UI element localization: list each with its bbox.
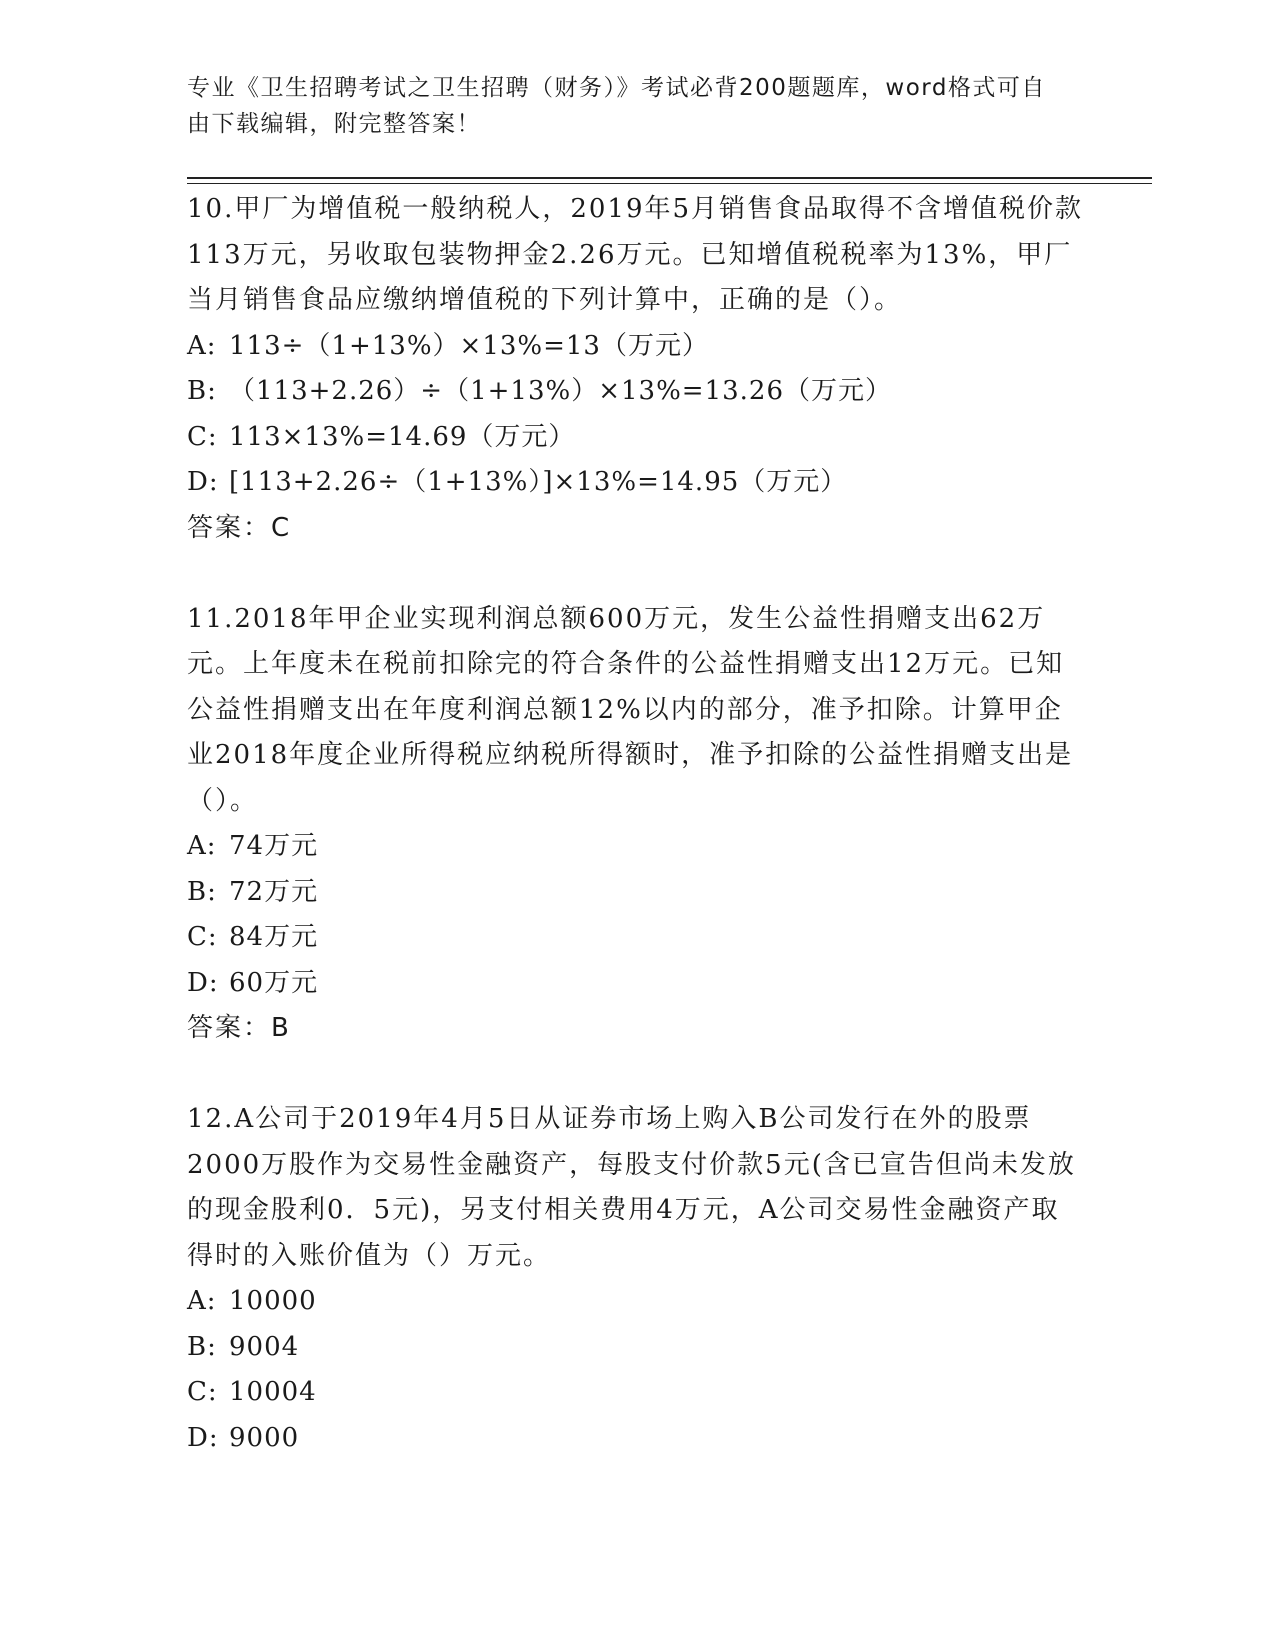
question-stem: 11.2018年甲企业实现利润总额600万元，发生公益性捐赠支出62万元。上年度未在税前扣除完的符合条件的公益性捐赠支出12万元。已知公益性捐赠支出在年度利润总额12%以内的部分，准予扣除。计算甲企业2018年度企业所得税应纳税所得额时，准予扣除的公益性捐赠支出是（）。 [187, 603, 1074, 816]
option-text: [113+2.26÷（1+13%）]×13%=14.95（万元） [229, 467, 848, 497]
option-letter: B: [187, 876, 217, 907]
document-header [187, 70, 1067, 142]
option-text: 84万元 [229, 922, 319, 952]
question-10 [187, 187, 1087, 551]
spacer [187, 551, 1087, 597]
header-divider-thick [187, 177, 1152, 179]
option-letter: B: [187, 1331, 217, 1362]
option-text: 9004 [229, 1331, 300, 1362]
option-b [187, 369, 1087, 415]
question-stem: 10.甲厂为增值税一般纳税人，2019年5月销售食品取得不含增值税价款113万元，另收取包装物押金2.26万元。已知增值税税率为13%，甲厂当月销售食品应缴纳增值税的下列计算中，正确的是（）。 [187, 194, 1084, 315]
option-c [187, 915, 1087, 961]
option-letter: A: [187, 330, 217, 361]
option-text: 113×13%=14.69（万元） [229, 421, 576, 452]
option-c [187, 1370, 1087, 1416]
option-text: 113÷（1+13%）×13%=13（万元） [229, 330, 709, 361]
option-d [187, 961, 1087, 1007]
option-letter: C: [187, 421, 218, 452]
option-letter: A: [187, 1286, 217, 1316]
question-list [187, 187, 1087, 1461]
option-d [187, 460, 1087, 506]
option-a [187, 324, 1087, 370]
header-line-1: 专业《卫生招聘考试之卫生招聘（财务）》考试必背200题题库，word格式可自 [187, 75, 1046, 101]
question-11 [187, 597, 1087, 1052]
option-text: 10004 [229, 1377, 317, 1407]
option-b [187, 870, 1087, 916]
option-letter: D: [187, 467, 219, 497]
answer-line: 答案：B [187, 1013, 291, 1043]
answer-line: 答案：C [187, 512, 292, 543]
option-letter: C: [187, 1377, 218, 1407]
option-text: （113+2.26）÷（1+13%）×13%=13.26（万元） [229, 376, 892, 406]
option-letter: D: [187, 1422, 219, 1453]
option-letter: C: [187, 922, 218, 952]
option-letter: A: [187, 831, 217, 861]
question-stem: 12.A公司于2019年4月5日从证券市场上购入B公司发行在外的股票2000万股作为交易性金融资产，每股支付价款5元(含已宣告但尚未发放的现金股利0．5元)，另支付相关费用4万元，A公司交易性金融资产取得时的入账价值为（）万元。 [187, 1104, 1076, 1271]
option-letter: B: [187, 376, 217, 406]
option-a [187, 1279, 1087, 1325]
option-text: 10000 [229, 1286, 317, 1316]
option-text: 9000 [229, 1422, 300, 1453]
header-line-2: 由下载编辑，附完整答案！ [187, 111, 481, 137]
option-c [187, 415, 1087, 461]
spacer [187, 1052, 1087, 1098]
option-b [187, 1325, 1087, 1371]
option-text: 72万元 [229, 876, 319, 907]
header-divider-thin [187, 183, 1152, 184]
option-text: 74万元 [229, 831, 319, 861]
question-12 [187, 1097, 1087, 1461]
option-d [187, 1416, 1087, 1462]
option-text: 60万元 [229, 967, 319, 998]
option-a [187, 824, 1087, 870]
option-letter: D: [187, 967, 219, 998]
